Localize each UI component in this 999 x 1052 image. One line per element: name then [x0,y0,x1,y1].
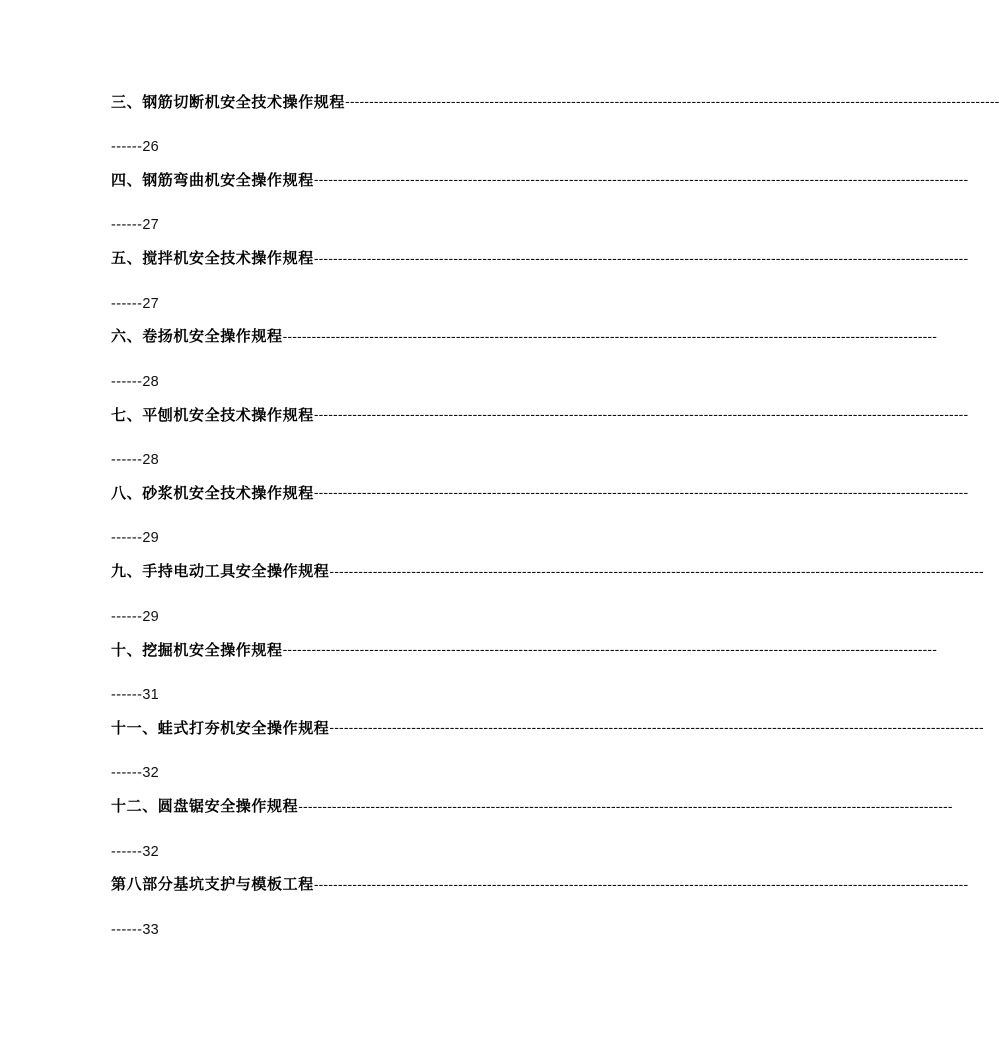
toc-entry-title: 九、手持电动工具安全操作规程 [111,562,330,581]
toc-entry-heading-line [111,636,938,662]
toc-entry-page-line [111,525,159,551]
toc-entry-page-line [111,604,159,630]
toc-page-number: 33 [142,921,159,938]
toc-entry-title: 第八部分基坑支护与模板工程 [111,875,314,894]
toc-dot-leader: ---------------------------------------------------------------------------------------------------------------------------------------- [329,562,984,579]
toc-leader-continuation: ------ [111,608,143,625]
toc-entry-page-line [111,447,159,473]
toc-entry-page-line [111,682,159,708]
toc-leader-continuation: ------ [111,373,143,390]
toc-leader-continuation: ------ [111,217,143,234]
toc-page-number: 29 [142,608,159,625]
toc-entry[interactable] [111,88,999,166]
toc-entry[interactable] [111,558,984,636]
toc-entry-heading-line [111,323,938,349]
toc-entry-heading-line [111,871,969,897]
toc-entry-page-line [111,369,159,395]
toc-entry[interactable] [111,793,953,871]
toc-entry-heading-line [111,793,953,819]
toc-page-number: 32 [142,843,159,860]
toc-leader-continuation: ------ [111,452,143,469]
toc-page-number: 26 [142,139,159,155]
toc-entry-title: 三、钢筋切断机安全技术操作规程 [111,92,346,111]
table-of-contents [111,88,999,949]
toc-entry[interactable] [111,636,938,714]
toc-entry-heading-line [111,401,969,427]
toc-entry[interactable] [111,871,969,949]
toc-entry[interactable] [111,166,969,244]
toc-page-number: 27 [142,295,159,312]
toc-entry[interactable] [111,323,938,401]
toc-dot-leader: ---------------------------------------------------------------------------------------------------------------------------------------- [313,484,969,501]
toc-entry-title: 十二、圆盘锯安全操作规程 [111,797,299,816]
toc-entry-title: 十、挖掘机安全操作规程 [111,640,283,659]
toc-page-number: 29 [142,530,159,547]
toc-dot-leader: ---------------------------------------------------------------------------------------------------------------------------------------- [329,719,984,736]
toc-entry-heading-line [111,479,969,505]
toc-entry-title: 六、卷扬机安全操作规程 [111,327,283,346]
toc-entry-page-line [111,839,159,865]
toc-page-number: 27 [142,217,159,234]
toc-leader-continuation: ------ [111,921,143,938]
toc-dot-leader: ---------------------------------------------------------------------------------------------------------------------------------------- [313,249,969,266]
toc-dot-leader: ---------------------------------------------------------------------------------------------------------------------------------------- [313,875,969,892]
toc-page-number: 31 [142,687,159,704]
toc-entry[interactable] [111,714,984,792]
toc-dot-leader: ---------------------------------------------------------------------------------------------------------------------------------------- [298,797,953,814]
toc-dot-leader: ---------------------------------------------------------------------------------------------------------------------------------------- [282,327,938,344]
toc-page-number: 28 [142,373,159,390]
toc-entry[interactable] [111,401,969,479]
toc-entry-title: 七、平刨机安全技术操作规程 [111,405,314,424]
toc-entry-heading-line [111,714,984,740]
toc-entry[interactable] [111,245,969,323]
toc-leader-continuation: ------ [111,687,143,704]
toc-page-number: 32 [142,765,159,782]
toc-entry-title: 八、砂浆机安全技术操作规程 [111,483,314,502]
toc-leader-continuation: ------ [111,765,143,782]
toc-entry[interactable] [111,479,969,557]
toc-entry-page-line [111,134,159,160]
toc-entry-page-line [111,917,159,943]
toc-dot-leader: ---------------------------------------------------------------------------------------------------------------------------------------- [345,93,999,109]
toc-entry-heading-line [111,166,969,192]
toc-page-number: 28 [142,452,159,469]
toc-entry-heading-line [111,245,969,271]
toc-dot-leader: ---------------------------------------------------------------------------------------------------------------------------------------- [313,171,969,188]
toc-entry-title: 五、搅拌机安全技术操作规程 [111,249,314,268]
toc-entry-title: 十一、蛙式打夯机安全操作规程 [111,718,330,737]
toc-dot-leader: ---------------------------------------------------------------------------------------------------------------------------------------- [313,406,969,423]
toc-entry-page-line [111,760,159,786]
toc-entry-title: 四、钢筋弯曲机安全操作规程 [111,170,314,189]
toc-leader-continuation: ------ [111,295,143,312]
toc-entry-page-line [111,212,159,238]
toc-leader-continuation: ------ [111,530,143,547]
toc-entry-page-line [111,291,159,317]
toc-entry-heading-line [111,558,984,584]
toc-leader-continuation: ------ [111,843,143,860]
toc-dot-leader: ---------------------------------------------------------------------------------------------------------------------------------------- [282,641,938,658]
toc-leader-continuation: ------ [111,139,143,155]
toc-entry-heading-line [111,88,999,114]
